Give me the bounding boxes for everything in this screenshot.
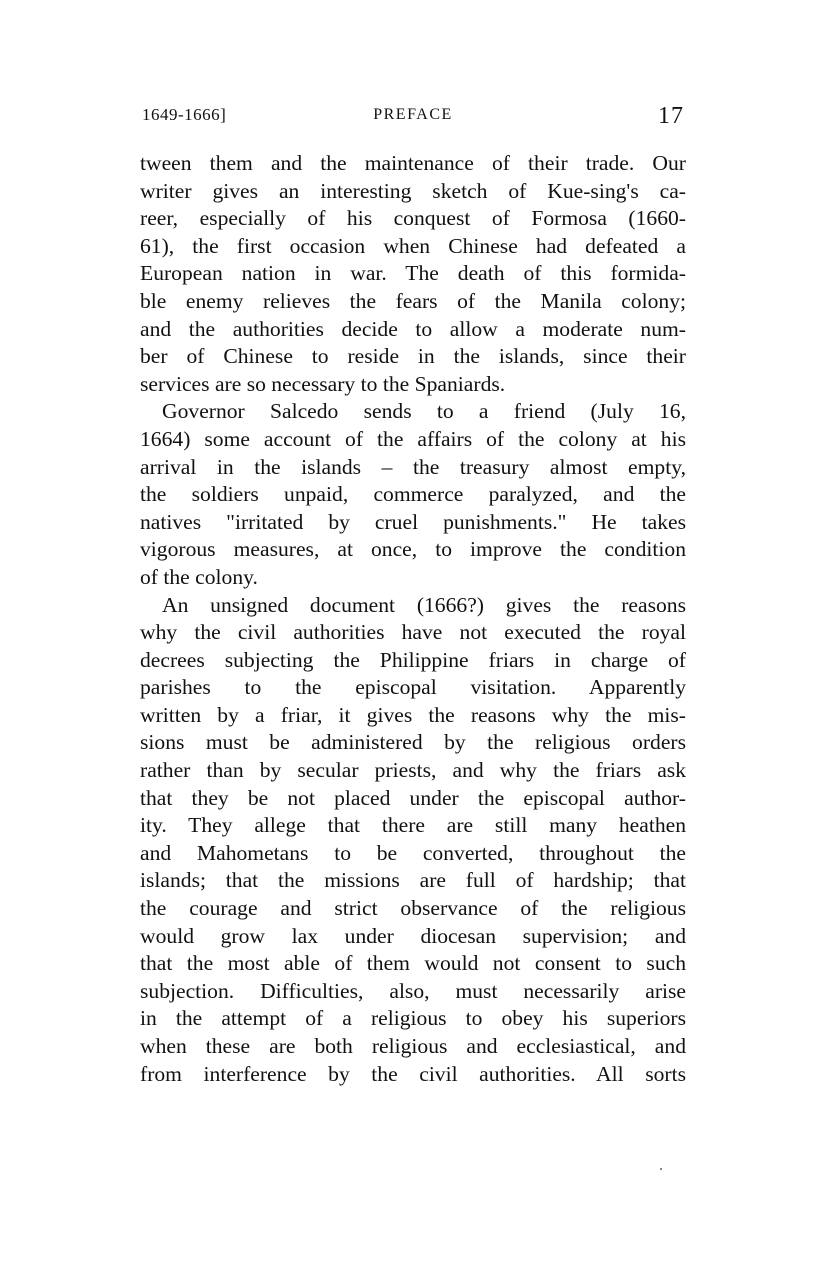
text-line: the soldiers unpaid, commerce paralyzed, and the [140,482,686,507]
text-line: in the attempt of a religious to obey his superiors [140,1006,686,1031]
text-line: when these are both religious and ecclesiastical, and [140,1034,686,1058]
header-date-range: 1649-1666] [142,105,227,124]
text-line: An unsigned document (1666?) gives the reasons [162,592,686,617]
text-line: ble enemy relieves the fears of the Manila colony; [140,288,686,313]
text-line: services are so necessary to the Spaniards. [140,371,506,396]
text-line: 61), the first occasion when Chinese had defeated a [140,233,686,258]
text-line: islands; that the missions are full of hardship; that [140,868,686,893]
text-line: subjection. Difficulties, also, must necessarily arise [140,978,686,1003]
text-line: and the authorities decide to allow a moderate num- [140,316,686,341]
text-line: sions must be administered by the religious orders [140,730,686,755]
page-number: 17 [658,103,684,129]
text-line: Governor Salcedo sends to a friend (July 16, [162,399,686,424]
text-line: ity. They allege that there are still many heathen [140,813,686,838]
text-line: decrees subjecting the Philippine friars in charge of [140,647,686,672]
text-line: vigorous measures, at once, to improve the condition [140,537,686,562]
scan-speck [660,1168,662,1170]
text-line: the courage and strict observance of the religious [140,896,686,921]
text-line: writer gives an interesting sketch of Kue-sing's ca- [140,178,686,203]
text-line: that the most able of them would not consent to such [140,951,686,976]
text-line: why the civil authorities have not executed the royal [140,620,686,645]
header-section-title: PREFACE [373,106,453,123]
text-line: parishes to the episcopal visitation. Apparently [140,675,686,700]
text-line: ber of Chinese to reside in the islands, since their [140,344,686,369]
body-text [140,150,686,1088]
text-line: and Mahometans to be converted, throughout the [140,840,686,865]
text-line: European nation in war. The death of this formida- [140,261,686,286]
text-line: of the colony. [140,564,258,589]
text-line: 1664) some account of the affairs of the colony at his [140,426,686,451]
text-line: tween them and the maintenance of their trade. Our [140,151,686,175]
running-head [140,103,686,133]
text-line: arrival in the islands – the treasury almost empty, [140,454,686,479]
text-line: from interference by the civil authorities. All sorts [140,1061,686,1086]
text-line: reer, especially of his conquest of Formosa (1660- [140,206,686,231]
text-line: would grow lax under diocesan supervision; and [140,923,686,948]
text-line: that they be not placed under the episcopal author- [140,785,686,810]
text-line: rather than by secular priests, and why the friars ask [140,758,686,783]
text-line: natives "irritated by cruel punishments." He takes [140,509,686,534]
text-line: written by a friar, it gives the reasons why the mis- [140,702,686,727]
